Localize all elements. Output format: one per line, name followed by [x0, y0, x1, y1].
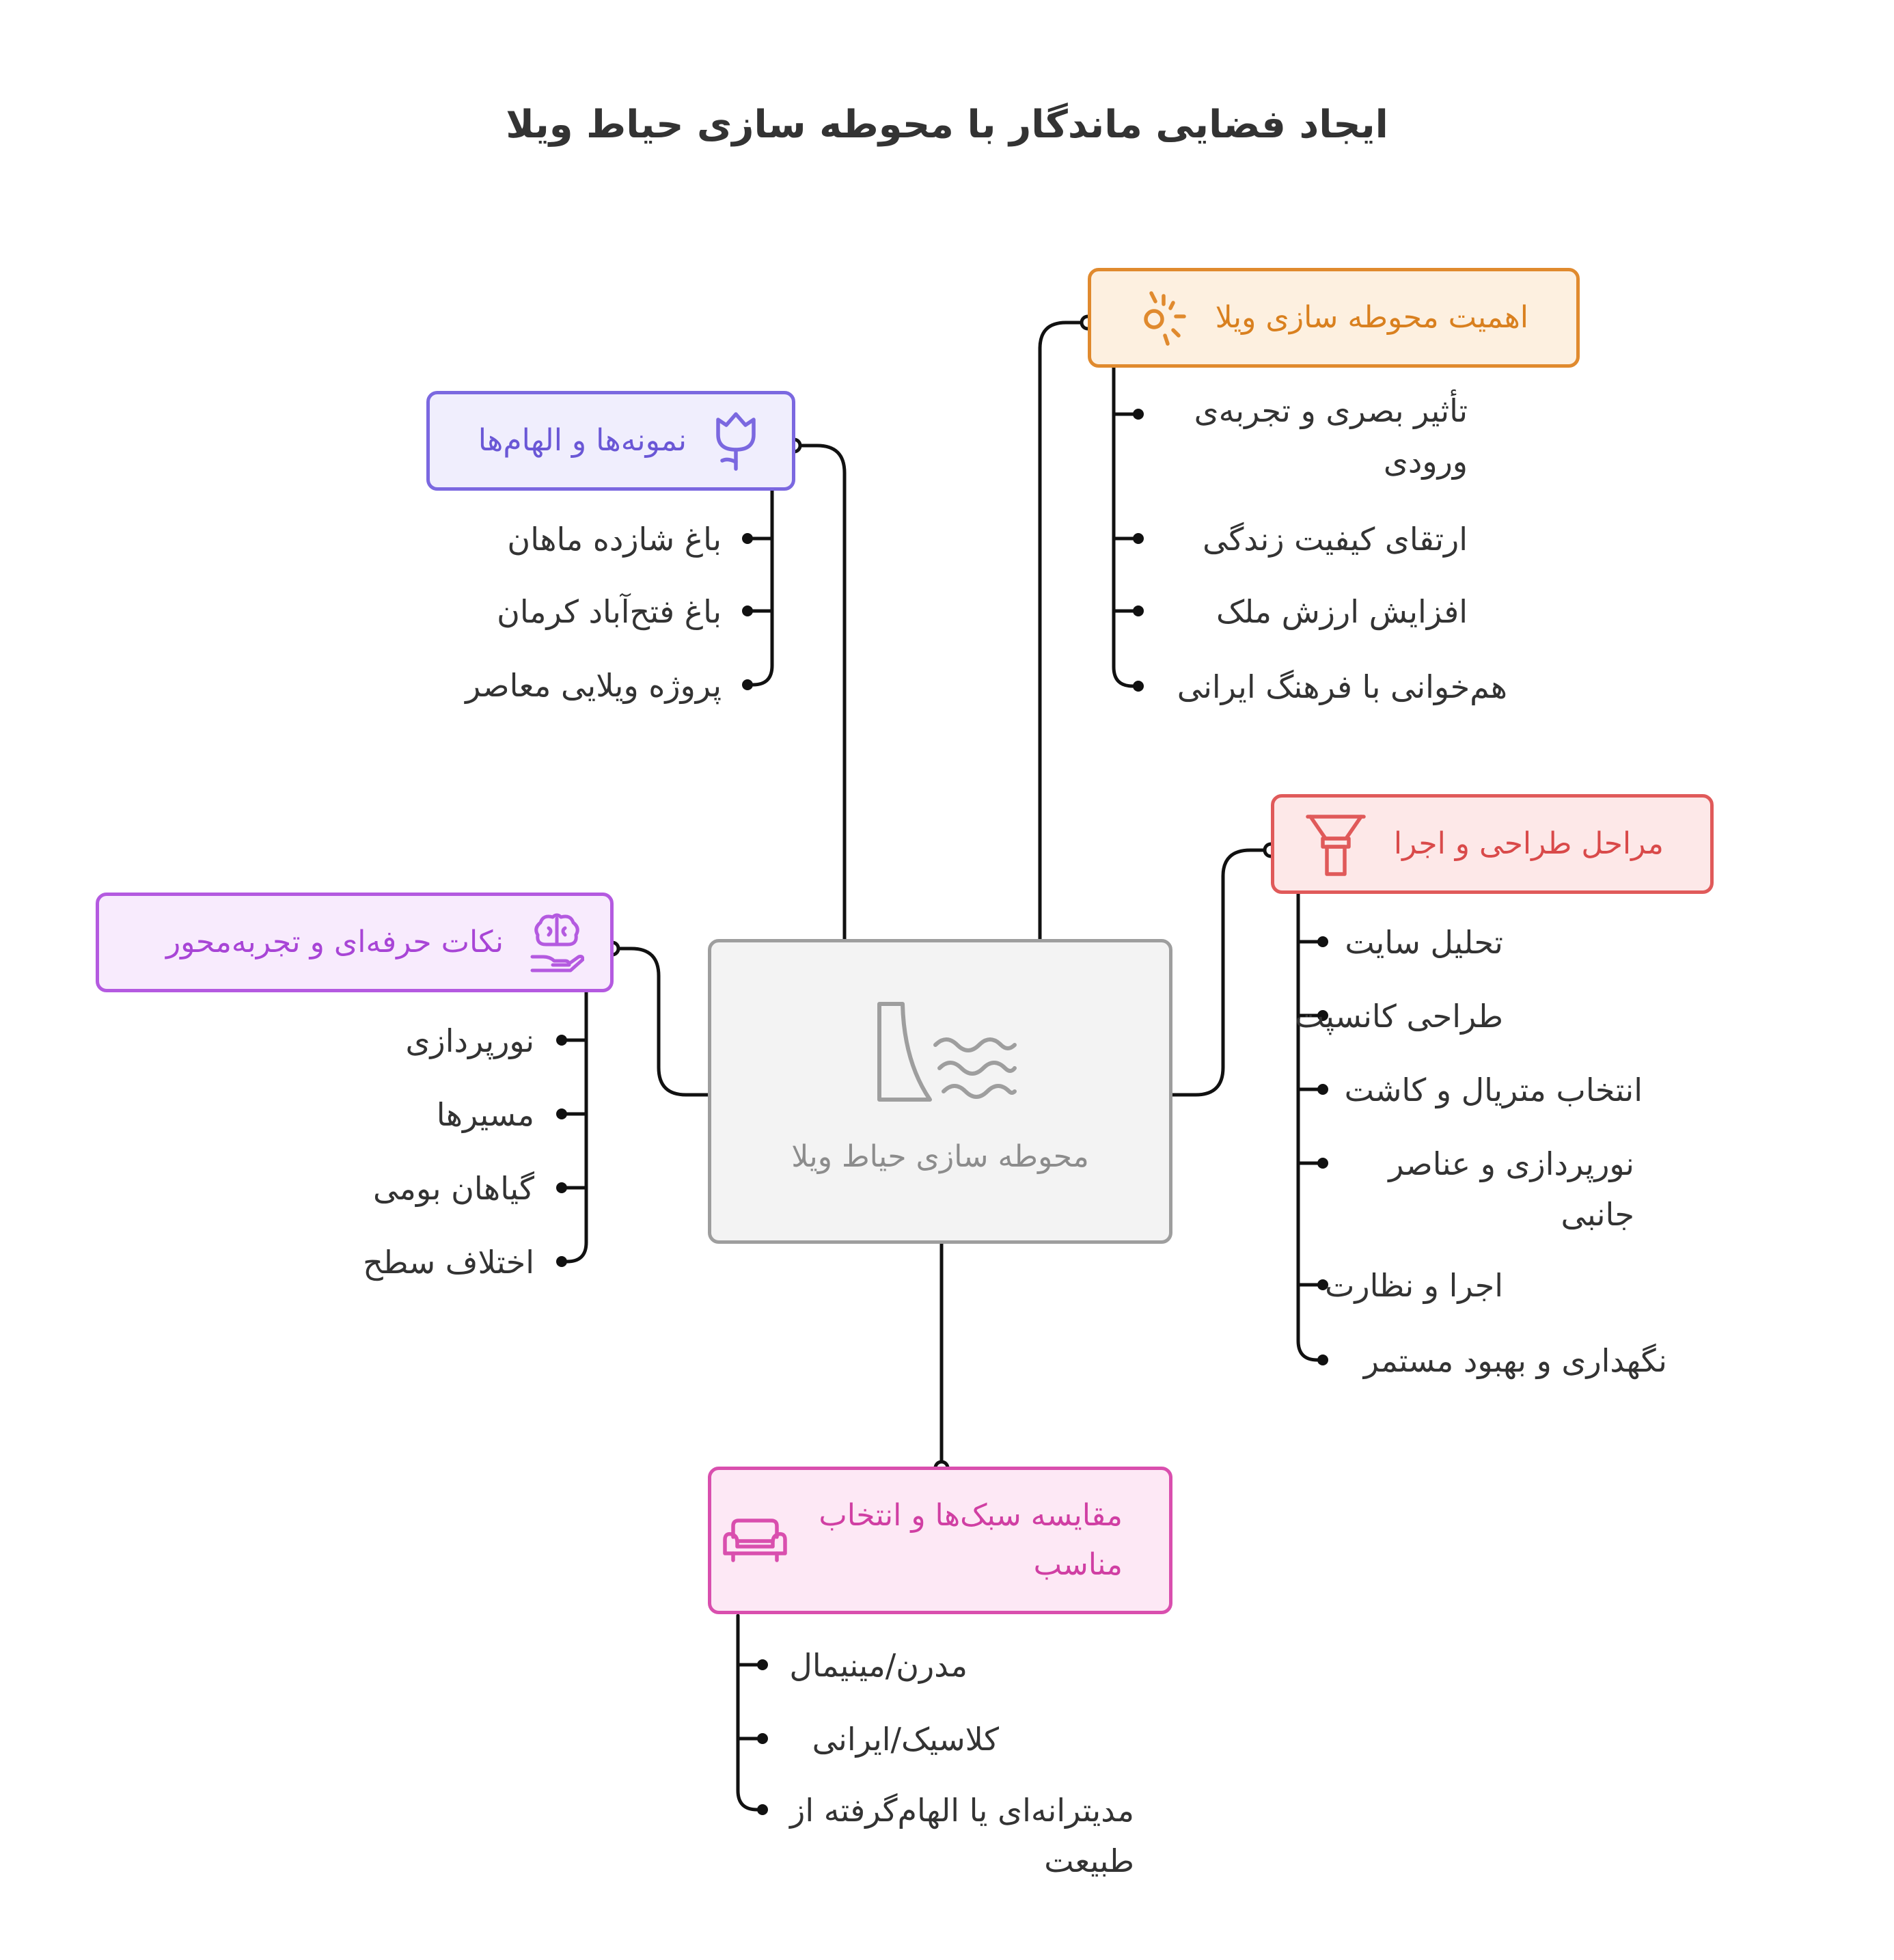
- connector-tips: [612, 949, 708, 1095]
- tips-item-2: مسیرها: [436, 1096, 534, 1133]
- branch-importance: [1088, 268, 1580, 368]
- examples-item-3: پروژه ویلایی معاصر: [465, 667, 722, 704]
- importance-item-1: تأثیر بصری و تجربه‌ی ورودی: [1194, 392, 1468, 480]
- design-item-1: تحلیل سایت: [1345, 924, 1503, 961]
- examples-item-2: باغ فتح‌آباد کرمان: [497, 593, 722, 630]
- design-item-5: اجرا و نظارت: [1325, 1267, 1503, 1304]
- design-item-3: انتخاب متریال و کاشت: [1344, 1072, 1643, 1108]
- branch-tips: [96, 893, 614, 992]
- tulip-icon: [711, 410, 760, 472]
- styles-item-1: مدرن/مینیمال: [789, 1647, 967, 1684]
- styles-item-2: کلاسیک/ایرانی: [812, 1721, 999, 1758]
- funnel-icon: [1305, 811, 1367, 877]
- branch-importance-label: اهمیت محوطه سازی ویلا: [1215, 300, 1528, 335]
- importance-item-2: ارتقای کیفیت زندگی: [1203, 521, 1468, 558]
- branch-styles-label: مقایسه سبک‌ها و انتخاب مناسب: [819, 1498, 1123, 1582]
- branch-design: [1271, 794, 1714, 894]
- brain-hand-icon: [530, 912, 584, 973]
- connector-design: [1172, 850, 1271, 1095]
- design-item-6: نگهداری و بهبود مستمر: [1363, 1342, 1667, 1379]
- tips-item-1: نورپردازی: [405, 1022, 534, 1059]
- examples-item-1: باغ شازده ماهان: [507, 521, 722, 558]
- sofa-icon: [722, 1516, 788, 1564]
- branch-examples: [426, 391, 795, 491]
- branch-examples-label: نمونه‌ها و الهام‌ها: [478, 423, 687, 458]
- center-node: [708, 939, 1172, 1244]
- center-label: محوطه سازی حیاط ویلا: [791, 1139, 1089, 1174]
- importance-item-4: هم‌خوانی با فرهنگ ایرانی: [1177, 668, 1507, 705]
- waterfall-icon: [875, 1000, 1019, 1102]
- tips-item-3: گیاهان بومی: [372, 1170, 534, 1207]
- connector-examples: [794, 446, 845, 939]
- branch-line-examples: [753, 489, 772, 685]
- sun-burst-icon: [1139, 289, 1188, 346]
- page-title: ایجاد فضایی ماندگار با محوطه سازی حیاط ویلا: [506, 103, 1388, 147]
- branch-line-tips: [567, 992, 586, 1262]
- branch-tips-label: نکات حرفه‌ای و تجربه‌محور: [165, 925, 504, 959]
- branch-design-label: مراحل طراحی و اجرا: [1393, 826, 1664, 861]
- design-item-2: طراحی کانسپت: [1295, 998, 1503, 1035]
- styles-item-3: مدیترانه‌ای یا الهام‌گرفته از طبیعت: [790, 1792, 1134, 1879]
- design-item-4: نورپردازی و عناصر جانبی: [1388, 1145, 1634, 1233]
- branch-styles: [708, 1467, 1172, 1614]
- importance-item-3: افزایش ارزش ملک: [1216, 593, 1468, 630]
- tips-item-4: اختلاف سطح: [363, 1244, 534, 1281]
- connector-importance: [1040, 323, 1088, 939]
